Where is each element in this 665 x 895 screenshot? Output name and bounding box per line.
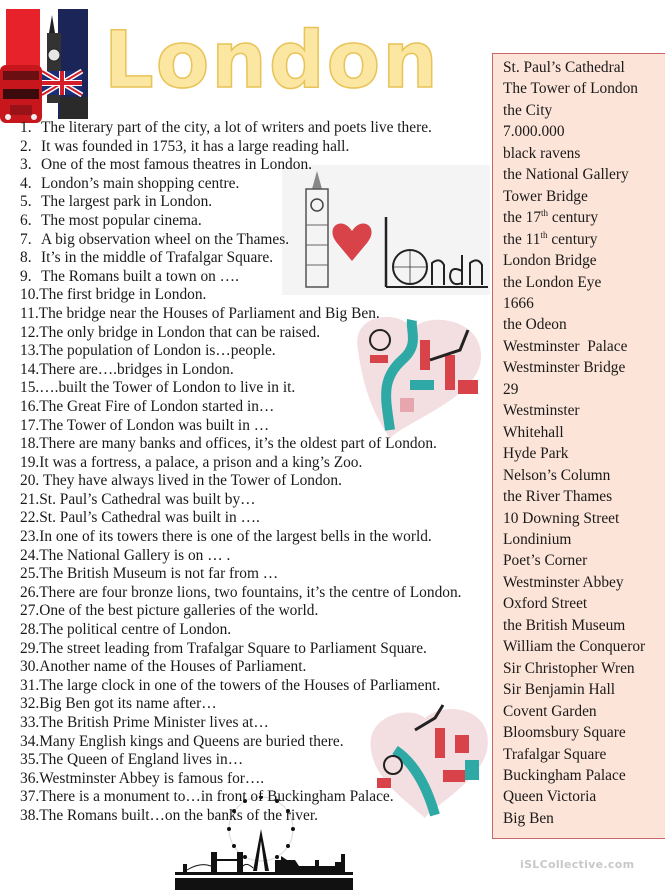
answer-item: Queen Victoria — [503, 788, 597, 806]
question-item — [20, 602, 462, 621]
answer-item: the British Museum — [503, 616, 626, 634]
question-number: 32. — [20, 695, 40, 713]
question-number: 11. — [20, 304, 39, 322]
question-number: 36. — [20, 769, 40, 787]
question-text: Big Ben got its name after… — [39, 695, 217, 713]
question-text: The Queen of England lives in… — [39, 751, 244, 769]
question-text: Another name of the Houses of Parliament. — [39, 658, 307, 676]
question-number: 5. — [20, 193, 32, 211]
question-number: 29. — [20, 639, 40, 657]
question-number: 8. — [20, 249, 32, 267]
question-text: The large clock in one of the towers of the Houses of Parliament. — [39, 676, 441, 694]
question-text: There are….bridges in London. — [39, 360, 234, 378]
answer-item: 1666 — [503, 294, 534, 312]
question-item — [20, 249, 462, 268]
question-text: It’s in the middle of Trafalgar Square. — [41, 249, 274, 267]
question-number: 1. — [20, 119, 32, 136]
question-item — [20, 491, 462, 510]
answer-item: William the Conqueror — [503, 638, 646, 656]
question-text: The Great Fire of London started in… — [39, 397, 275, 415]
answer-item: 7.000.000 — [503, 123, 565, 141]
question-item — [20, 231, 462, 250]
answer-item: Poet’s Corner — [503, 552, 588, 570]
question-item — [20, 305, 462, 324]
question-number: 34. — [20, 732, 40, 750]
answer-item: the City — [503, 101, 553, 119]
question-number: 2. — [20, 137, 32, 155]
question-item — [20, 175, 462, 194]
question-text: The population of London is…people. — [39, 342, 276, 360]
question-number: 14. — [20, 360, 40, 378]
answer-item: Sir Benjamin Hall — [503, 681, 615, 699]
answer-item — [503, 207, 665, 228]
question-item — [20, 547, 462, 566]
question-text: In one of its towers there is one of the largest bells in the world. — [39, 528, 432, 546]
question-text: The only bridge in London that can be raised. — [39, 323, 321, 341]
question-number: 10. — [20, 286, 40, 304]
question-text: There are four bronze lions, two fountains, it’s the centre of London. — [39, 583, 462, 601]
question-text: One of the best picture galleries of the world. — [39, 602, 319, 620]
question-item — [20, 286, 462, 305]
answer-item: Westminster Abbey — [503, 573, 624, 591]
question-number: 31. — [20, 676, 40, 694]
question-text: There is a monument to…in front of Buckingham Palace. — [39, 788, 394, 806]
answer-text: century — [548, 209, 599, 227]
question-number: 12. — [20, 323, 40, 341]
page-title: London — [104, 16, 440, 106]
question-text: The British Museum is not far from … — [39, 565, 279, 583]
answer-text: century — [547, 230, 598, 248]
answer-item: Buckingham Palace — [503, 766, 626, 784]
question-item — [20, 324, 462, 343]
question-number: 16. — [20, 397, 40, 415]
question-text: The Tower of London was built in … — [39, 416, 270, 434]
question-text: One of the most famous theatres in London. — [41, 156, 312, 174]
question-number: 15. — [20, 379, 40, 397]
question-item — [20, 770, 462, 789]
question-item — [20, 807, 462, 826]
question-number: 37. — [20, 788, 40, 806]
question-item — [20, 621, 462, 640]
question-text: The literary part of the city, a lot of writers and poets live there. — [41, 119, 432, 136]
answer-item: Westminster Bridge — [503, 359, 626, 377]
ordinal-suffix: th — [540, 229, 548, 240]
ordinal-suffix: th — [541, 208, 549, 219]
question-item — [20, 733, 462, 752]
question-text: They have always lived in the Tower of London. — [39, 472, 342, 490]
answer-text: the 17 — [503, 209, 542, 227]
answer-item: London Bridge — [503, 252, 597, 270]
question-number: 17. — [20, 416, 40, 434]
answer-item: 29 — [503, 380, 519, 398]
answer-text: the 11 — [503, 230, 541, 248]
question-number: 18. — [20, 435, 40, 453]
question-number: 4. — [20, 174, 32, 192]
answer-item: the Odeon — [503, 316, 567, 334]
answer-item: Hyde Park — [503, 445, 569, 463]
answer-item: Londinium — [503, 530, 572, 548]
question-text: Westminster Abbey is famous for…. — [39, 769, 265, 787]
answer-item: Covent Garden — [503, 702, 597, 720]
question-text: There are many banks and offices, it’s the oldest part of London. — [39, 435, 437, 453]
questions-list — [20, 119, 462, 826]
question-text: The most popular cinema. — [41, 211, 202, 229]
question-item — [20, 156, 462, 175]
question-number: 9. — [20, 267, 32, 285]
question-text: The British Prime Minister lives at… — [39, 714, 269, 731]
question-number: 25. — [20, 565, 40, 583]
header-illustration-bus-bigben — [0, 5, 92, 127]
answer-item: Sir Christopher Wren — [503, 659, 635, 677]
question-number: 13. — [20, 342, 40, 360]
question-text: The bridge near the Houses of Parliament and Big Ben. — [38, 304, 380, 322]
question-item — [20, 677, 462, 696]
question-number: 23. — [20, 528, 40, 546]
question-item — [20, 454, 462, 473]
question-number: 33. — [20, 714, 40, 731]
answer-item: Bloomsbury Square — [503, 724, 626, 742]
question-item — [20, 361, 462, 380]
answer-item: St. Paul’s Cathedral — [503, 59, 625, 76]
question-text: The street leading from Trafalgar Square to Parliament Square. — [39, 639, 427, 657]
question-item — [20, 565, 462, 584]
question-text: St. Paul’s Cathedral was built by… — [39, 490, 256, 508]
question-item — [20, 584, 462, 603]
question-number: 7. — [20, 230, 32, 248]
question-number: 22. — [20, 509, 40, 527]
question-item — [20, 788, 462, 807]
question-number: 26. — [20, 583, 40, 601]
question-item — [20, 212, 462, 231]
question-number: 6. — [20, 211, 32, 229]
question-item — [20, 193, 462, 212]
answer-item: The Tower of London — [503, 80, 638, 98]
question-item — [20, 751, 462, 770]
answer-item: Nelson’s Column — [503, 466, 611, 484]
question-text: London’s main shopping centre. — [41, 174, 240, 192]
question-text: A big observation wheel on the Thames. — [41, 230, 290, 248]
question-item — [20, 695, 462, 714]
question-text: It was a fortress, a palace, a prison and a king’s Zoo. — [39, 453, 363, 471]
question-text: St. Paul’s Cathedral was built in …. — [39, 509, 260, 527]
question-text: The Romans built…on the banks of the river. — [39, 806, 318, 824]
question-item — [20, 640, 462, 659]
question-item — [20, 268, 462, 287]
question-text: The largest park in London. — [41, 193, 213, 211]
question-text: The Romans built a town on …. — [41, 267, 239, 285]
question-number: 3. — [20, 156, 32, 174]
question-number: 30. — [20, 658, 40, 676]
question-item — [20, 714, 462, 733]
question-text: The first bridge in London. — [39, 286, 207, 304]
question-item — [20, 528, 462, 547]
question-text: It was founded in 1753, it has a large reading hall. — [41, 137, 350, 155]
question-number: 28. — [20, 621, 40, 639]
question-number: 38. — [20, 806, 40, 824]
question-text: Many English kings and Queens are buried there. — [39, 732, 344, 750]
question-item — [20, 119, 462, 138]
question-item — [20, 509, 462, 528]
question-item — [20, 417, 462, 436]
answer-item: Oxford Street — [503, 595, 588, 613]
question-text: The National Gallery is on … . — [39, 546, 231, 564]
question-item — [20, 342, 462, 361]
answer-word-bank — [492, 53, 665, 839]
watermark: iSLCollective.com — [520, 858, 635, 871]
question-number: 35. — [20, 751, 40, 769]
answer-item: Trafalgar Square — [503, 745, 607, 763]
answer-item: Westminster Palace — [503, 337, 628, 355]
answer-list — [493, 54, 665, 829]
question-item — [20, 379, 462, 398]
question-item — [20, 472, 462, 491]
question-number: 21. — [20, 490, 40, 508]
answer-item: the National Gallery — [503, 166, 629, 184]
answer-item — [503, 229, 665, 250]
question-item — [20, 138, 462, 157]
answer-item: the River Thames — [503, 488, 613, 506]
question-text: ….built the Tower of London to live in it. — [39, 379, 296, 397]
answer-item: 10 Downing Street — [503, 509, 620, 527]
question-item — [20, 435, 462, 454]
question-number: 24. — [20, 546, 40, 564]
question-text: The political centre of London. — [39, 621, 232, 639]
question-number: 27. — [20, 602, 40, 620]
question-number: 20. — [20, 472, 40, 490]
question-item — [20, 658, 462, 677]
question-item — [20, 398, 462, 417]
answer-item: Whitehall — [503, 423, 564, 441]
answer-item: Big Ben — [503, 809, 554, 827]
answer-item: Westminster — [503, 402, 580, 420]
answer-item: Tower Bridge — [503, 187, 588, 205]
question-number: 19. — [20, 453, 40, 471]
answer-item: the London Eye — [503, 273, 602, 291]
answer-item: black ravens — [503, 144, 581, 162]
